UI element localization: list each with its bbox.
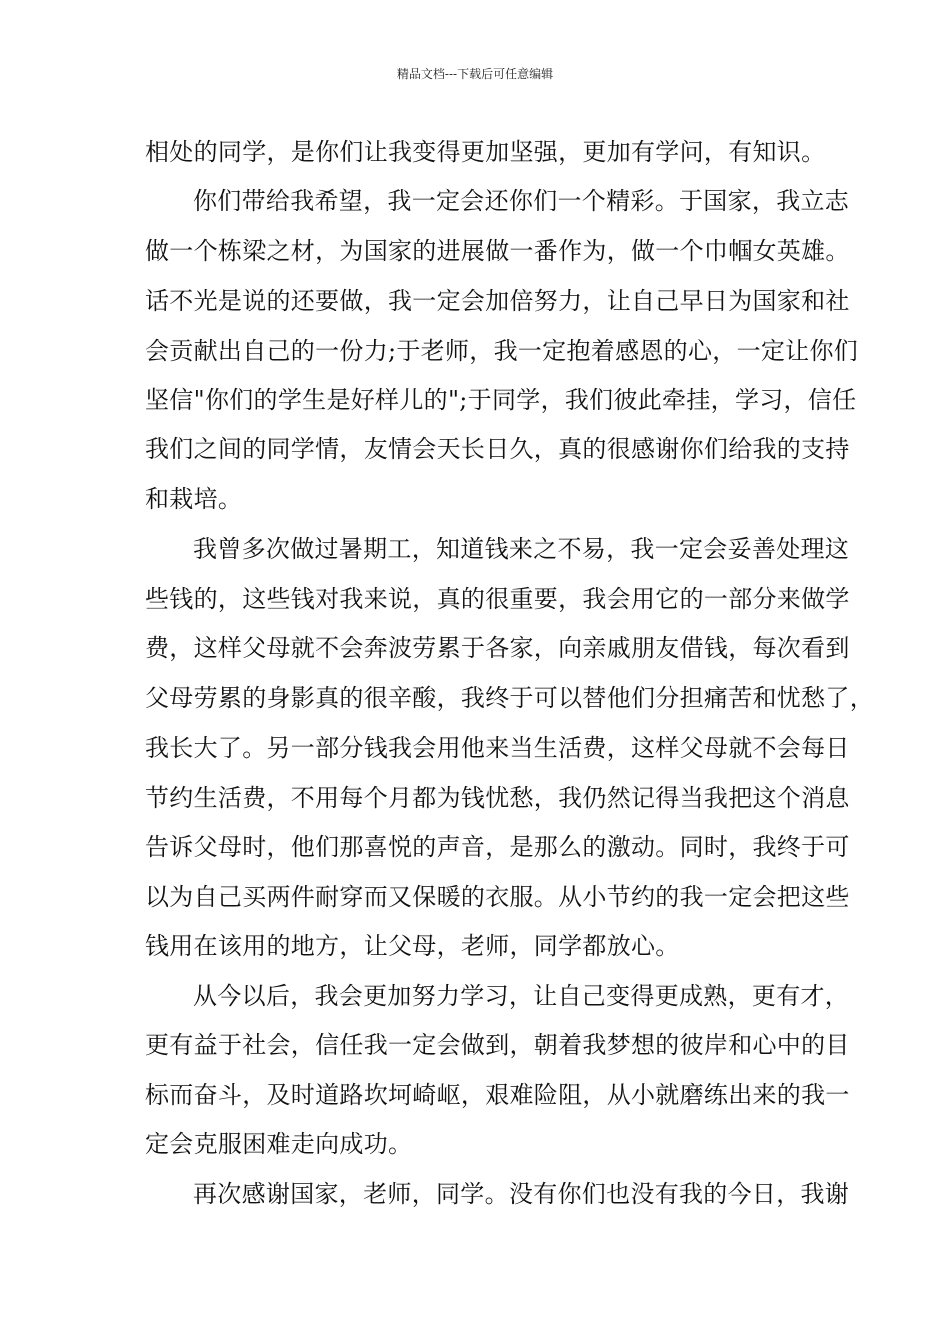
paragraph-first-line: 从今以后，我会更加努力学习，让自己变得更成熟，更有才， <box>193 982 850 1010</box>
text-line: 以为自己买两件耐穿而又保暖的衣服。从小节约的我一定会把这些 <box>145 883 850 911</box>
text-line: 钱用在该用的地方，让父母，老师，同学都放心。 <box>145 932 680 960</box>
page-header: 精品文档---下载后可任意编辑 <box>396 67 554 81</box>
text-line: 定会克服困难走向成功。 <box>145 1130 413 1158</box>
text-line: 费，这样父母就不会奔波劳累于各家，向亲戚朋友借钱，每次看到 <box>145 634 850 662</box>
text-line: 会贡献出自己的一份力;于老师，我一定抱着感恩的心，一定让你们 <box>145 337 859 365</box>
paragraph-first-line: 再次感谢国家，老师，同学。没有你们也没有我的今日，我谢 <box>193 1180 850 1208</box>
text-line: 和栽培。 <box>145 485 243 513</box>
text-line: 我长大了。另一部分钱我会用他来当生活费，这样父母就不会每日 <box>145 734 850 762</box>
text-line: 标而奋斗，及时道路坎坷崎岖，艰难险阻，从小就磨练出来的我一 <box>145 1081 850 1109</box>
text-line: 些钱的，这些钱对我来说，真的很重要，我会用它的一部分来做学 <box>145 585 850 613</box>
text-line: 更有益于社会，信任我一定会做到，朝着我梦想的彼岸和心中的目 <box>145 1031 850 1059</box>
text-line: 节约生活费，不用每个月都为钱忧愁，我仍然记得当我把这个消息 <box>145 784 850 812</box>
text-line: 我们之间的同学情，友情会天长日久，真的很感谢你们给我的支持 <box>145 435 850 463</box>
text-line: 做一个栋梁之材，为国家的进展做一番作为，做一个巾帼女英雄。 <box>145 237 850 265</box>
text-line: 告诉父母时，他们那喜悦的声音，是那么的激动。同时，我终于可 <box>145 833 850 861</box>
text-line: 相处的同学，是你们让我变得更加坚强，更加有学问，有知识。 <box>145 138 826 166</box>
text-line: 话不光是说的还要做，我一定会加倍努力，让自己早日为国家和社 <box>145 287 850 315</box>
paragraph-first-line: 你们带给我希望，我一定会还你们一个精彩。于国家，我立志 <box>193 187 850 215</box>
text-line: 坚信"你们的学生是好样儿的";于同学，我们彼此牵挂，学习，信任 <box>145 386 857 414</box>
text-line: 父母劳累的身影真的很辛酸，我终于可以替他们分担痛苦和忧愁了， <box>145 684 874 712</box>
paragraph-first-line: 我曾多次做过暑期工，知道钱来之不易，我一定会妥善处理这 <box>193 535 850 563</box>
